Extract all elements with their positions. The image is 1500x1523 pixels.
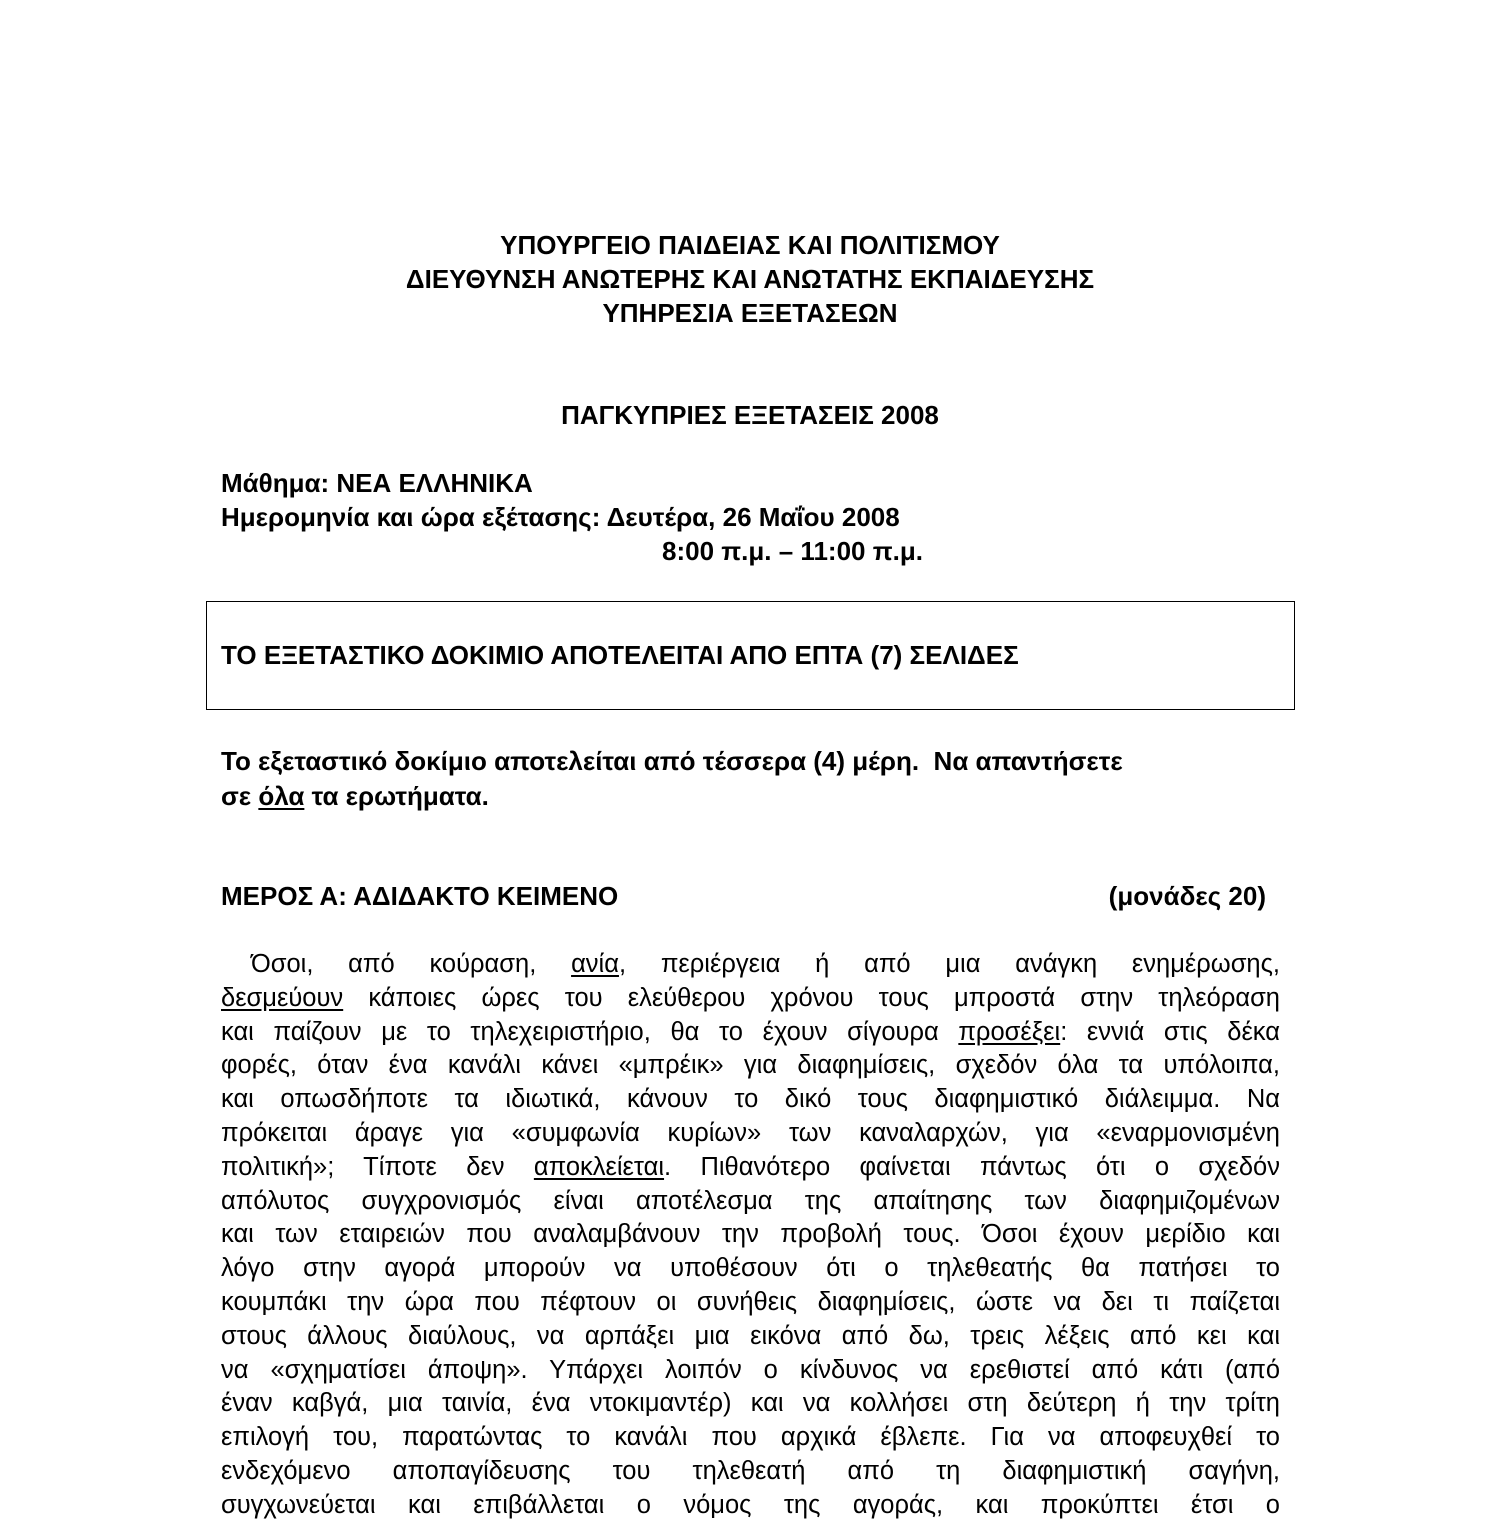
passage-line [221, 1083, 1280, 1117]
line-text: επιλογή του, παρατώντας το κανάλι που αρχικά έβλεπε. Για να αποφευχθεί το [221, 1423, 1280, 1452]
line-text: και οπωσδήποτε τα ιδιωτικά, κάνουν το δικό τους διαφημιστικό διάλειμμα. Να [221, 1085, 1280, 1114]
line-text: απόλυτος συγχρονισμός είναι αποτέλεσμα της απαίτησης των διαφημιζομένων [221, 1186, 1280, 1215]
underlined-word: προσέξει [958, 1017, 1061, 1046]
line-text: συγχωνεύεται και επιβάλλεται ο νόμος της αγοράς, και προκύπτει έτσι ο [221, 1490, 1280, 1519]
passage-line [221, 1354, 1280, 1388]
passage-paragraph [221, 948, 1280, 1523]
passage-line [221, 1117, 1280, 1151]
passage-line [221, 1421, 1280, 1455]
line-text: λόγο στην αγορά μπορούν να υποθέσουν ότι ο τηλεθεατής θα πατήσει το [221, 1254, 1280, 1283]
ministry-heading: ΥΠΟΥΡΓΕΙΟ ΠΑΙΔΕΙΑΣ ΚΑΙ ΠΟΛΙΤΙΣΜΟΥ [500, 230, 1000, 260]
line-text: να «σχηματίσει άποψη». Υπάρχει λοιπόν ο κίνδυνος να ερεθιστεί από κάτι (από [221, 1355, 1280, 1384]
passage-line [221, 1387, 1280, 1421]
line-text: : εννιά στις δέκα [1060, 1017, 1280, 1046]
passage-line [221, 982, 1280, 1016]
line-text: , περιέργεια ή από μια ανάγκη ενημέρωσης, [618, 950, 1280, 978]
underlined-word: δεσμεύουν [221, 983, 344, 1012]
notice-text: ΤΟ ΕΞΕΤΑΣΤΙΚΟ ΔΟΚΙΜΙΟ ΑΠΟΤΕΛΕΙΤΑΙ ΑΠΟ ΕΠΤΑ (7) ΣΕΛΙΔΕΣ [221, 640, 1019, 670]
service-heading: ΥΠΗΡΕΣΙΑ ΕΞΕΤΑΣΕΩΝ [602, 298, 898, 328]
line-text: έναν καβγά, μια ταινία, ένα ντοκιμαντέρ) και να κολλήσει στη δεύτερη ή την τρίτη [221, 1389, 1280, 1418]
line-text: ενδεχόμενο αποπαγίδευσης του τηλεθεατή από τη διαφημιστική σαγήνη, [221, 1456, 1280, 1485]
instructions-line-1: Το εξεταστικό δοκίμιο αποτελείται από τέσσερα (4) μέρη. Να απαντήσετε [221, 746, 1123, 776]
passage-line [221, 1252, 1280, 1286]
line-text: και παίζουν με το τηλεχειριστήριο, θα το έχουν σίγουρα [221, 1017, 959, 1046]
line-text: Όσοι, από κούραση, [251, 950, 572, 978]
passage-line [221, 1455, 1280, 1489]
passage-line [221, 948, 1280, 982]
line-text: . Πιθανότερο φαίνεται πάντως ότι ο σχεδόν [664, 1152, 1280, 1181]
line-text: κουμπάκι την ώρα που πέφτουν οι συνήθεις διαφημίσεις, ώστε να δει τι παίζεται [221, 1287, 1280, 1316]
line-text: πολιτική»; Τίποτε δεν [221, 1152, 534, 1181]
passage-line [221, 1151, 1280, 1185]
line-text: φορές, όταν ένα κανάλι κάνει «μπρέικ» για διαφημίσεις, σχεδόν όλα τα υπόλοιπα, [221, 1051, 1280, 1080]
passage-line [221, 1016, 1280, 1050]
passage-line [221, 1489, 1280, 1523]
passage-line [221, 1286, 1280, 1320]
line-text: κάποιες ώρες του ελεύθερου χρόνου τους μπροστά στην τηλεόραση [343, 983, 1280, 1012]
line-text: και των εταιρειών που αναλαμβάνουν την προβολή τους. Όσοι έχουν μερίδιο και [221, 1220, 1280, 1249]
line-text: πρόκειται άραγε για «συμφωνία κυρίων» των καναλαρχών, για «εναρμονισμένη [221, 1118, 1280, 1147]
directorate-heading: ΔΙΕΥΘΥΝΣΗ ΑΝΩΤΕΡΗΣ ΚΑΙ ΑΝΩΤΑΤΗΣ ΕΚΠΑΙΔΕΥΣΗΣ [405, 264, 1095, 294]
exam-time-line: 8:00 π.μ. – 11:00 π.μ. [662, 536, 923, 566]
passage-line [221, 1320, 1280, 1354]
passage-line [221, 1218, 1280, 1252]
section-title: ΜΕΡΟΣ Α: ΑΔΙΔΑΚΤΟ ΚΕΙΜΕΝΟ [221, 881, 619, 911]
underlined-word: αποκλείεται [533, 1152, 665, 1181]
passage-line [221, 1049, 1280, 1083]
line-text: στους άλλους διαύλους, να αρπάξει μια εικόνα από δω, τρεις λέξεις από κει και [221, 1321, 1280, 1350]
exam-date-line: Ημερομηνία και ώρα εξέτασης: Δευτέρα, 26 Μαΐου 2008 [221, 502, 900, 532]
section-points: (μονάδες 20) [1108, 881, 1266, 911]
instr-text: σε [221, 781, 259, 811]
underlined-word: ανία [571, 950, 619, 978]
instructions-line-2 [221, 779, 489, 813]
instr-underlined: όλα [258, 781, 305, 811]
instr-text: τα ερωτήματα. [304, 781, 489, 811]
passage-line [221, 1185, 1280, 1219]
exam-title: ΠΑΓΚΥΠΡΙΕΣ ΕΞΕΤΑΣΕΙΣ 2008 [561, 400, 939, 430]
subject-line: Μάθημα: ΝΕΑ ΕΛΛΗΝΙΚΑ [221, 468, 533, 498]
